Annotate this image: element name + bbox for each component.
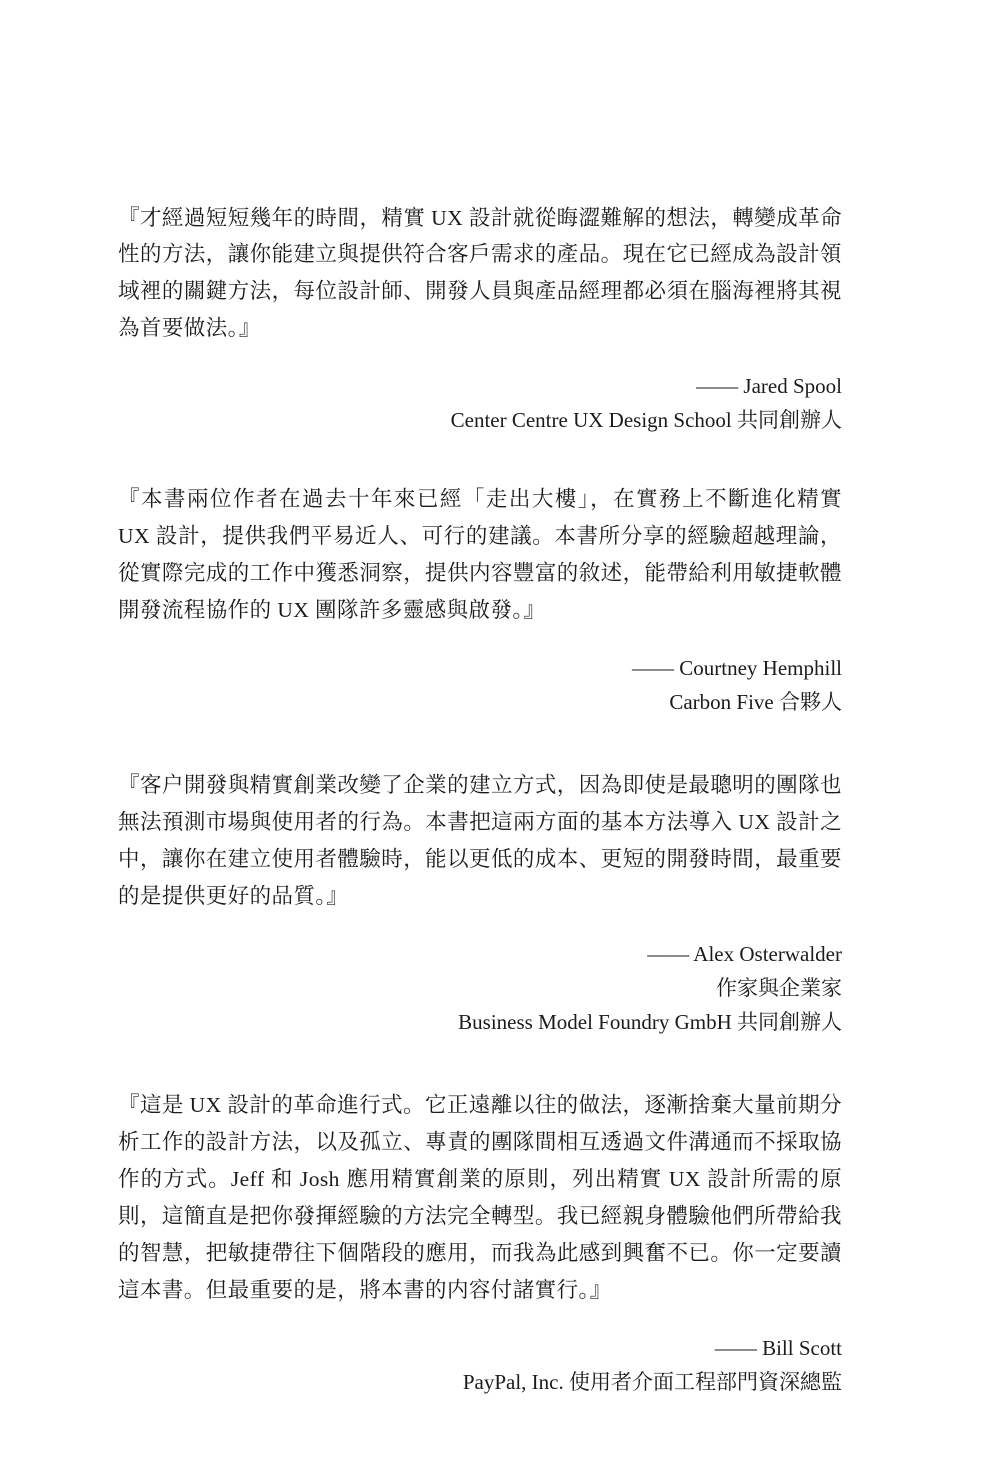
attribution-line: Center Centre UX Design School 共同創辦人: [450, 407, 842, 432]
quote-block: [118, 200, 842, 437]
attribution-line: Carbon Five 合夥人: [669, 689, 842, 714]
attribution-line: —— Bill Scott: [714, 1335, 842, 1360]
attribution-line: —— Jared Spool: [696, 373, 842, 398]
quote-attribution: [118, 651, 842, 719]
quote-attribution: [118, 937, 842, 1039]
quote-block: [118, 767, 842, 1039]
attribution-line: Business Model Foundry GmbH 共同創辦人: [458, 1009, 842, 1034]
attribution-line: —— Courtney Hemphill: [632, 655, 842, 680]
attribution-line: PayPal, Inc. 使用者介面工程部門資深總監: [462, 1369, 842, 1394]
attribution-line: —— Alex Osterwalder: [647, 941, 842, 966]
quote-attribution: [118, 369, 842, 437]
attribution-line: 作家與企業家: [716, 975, 842, 1000]
quote-text: 『本書兩位作者在過去十年來已經「走出大樓」，在實務上不斷進化精實 UX 設計，提供我們平易近人、可行的建議。本書所分享的經驗超越理論，從實際完成的工作中獲悉洞察，提供内容豐富的敘述，能帶給利用敏捷軟體開發流程協作的 UX 團隊許多靈感與啟發。』: [118, 486, 842, 622]
quote-text: 『客户開發與精實創業改變了企業的建立方式，因為即使是最聰明的團隊也無法預測市場與使用者的行為。本書把這兩方面的基本方法導入 UX 設計之中，讓你在建立使用者體驗時，能以更低的成本、更短的開發時間，最重要的是提供更好的品質。』: [118, 772, 842, 908]
quote-block: [118, 1087, 842, 1399]
quote-attribution: [118, 1331, 842, 1399]
praise-quotes-container: [118, 178, 842, 1399]
quote-text: 『這是 UX 設計的革命進行式。它正遠離以往的做法，逐漸捨棄大量前期分析工作的設計方法，以及孤立、專責的團隊間相互透過文件溝通而不採取協作的方式。Jeff 和 Josh 應用精實創業的原則，列出精實 UX 設計所需的原則，這簡直是把你發揮經驗的方法完全轉型。我已經親身體驗他們所帶給我的智慧，把敏捷帶往下個階段的應用，而我為此感到興奮不已。你一定要讀這本書。但最重要的是，將本書的内容付諸實行。』: [118, 1092, 842, 1302]
quote-block: [118, 481, 842, 719]
quote-text: 『才經過短短幾年的時間，精實 UX 設計就從晦澀難解的想法，轉變成革命性的方法，讓你能建立與提供符合客戶需求的產品。現在它已經成為設計領域裡的關鍵方法，每位設計師、開發人員與產品經理都必須在腦海裡將其視為首要做法。』: [118, 205, 842, 341]
